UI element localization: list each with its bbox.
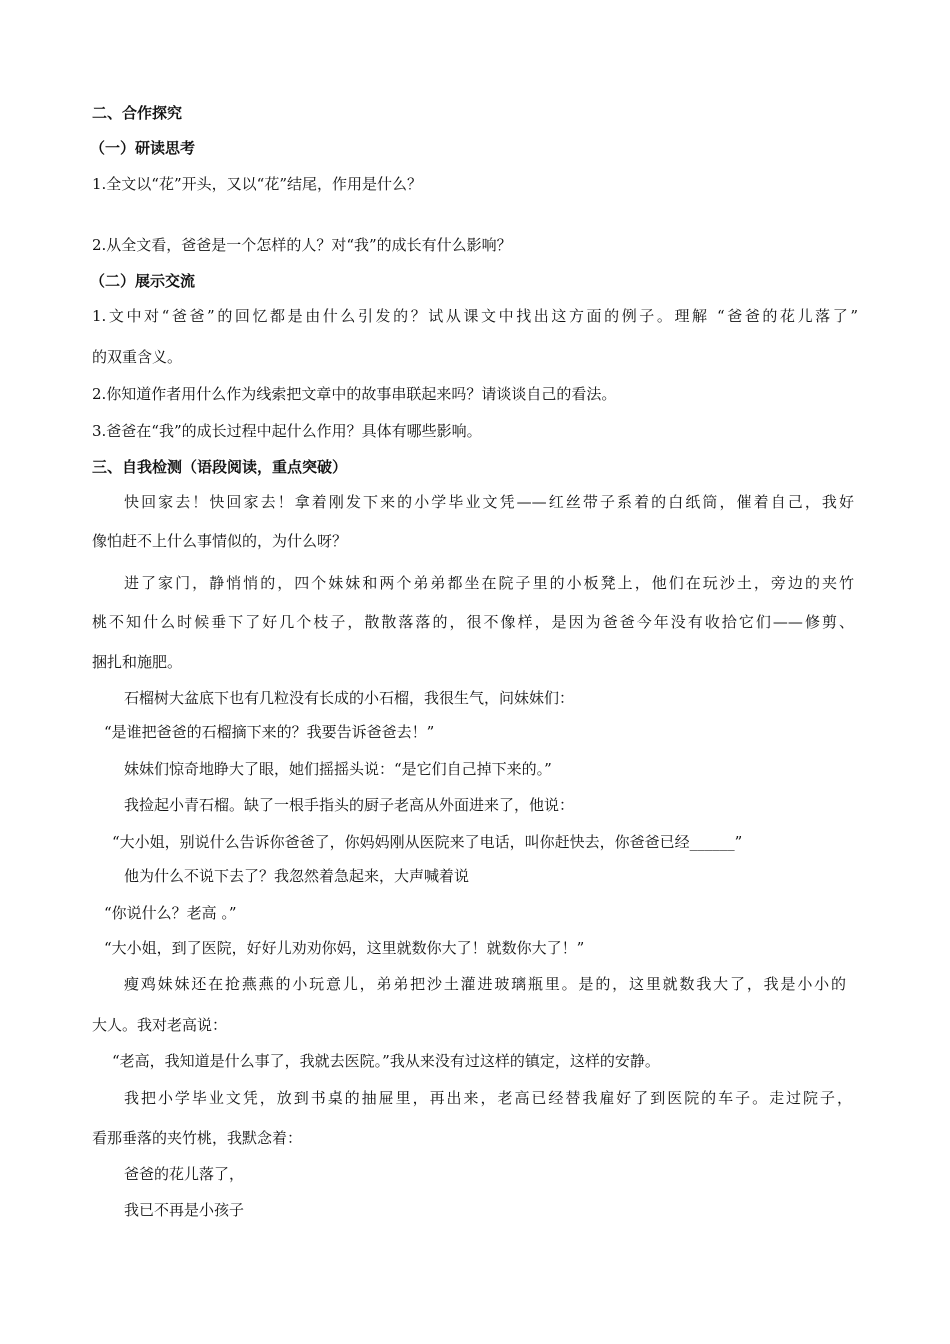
passage-line: 进了家门，静悄悄的，四个妹妹和两个弟弟都坐在院子里的小板凳上，他们在玩沙土，旁边的夹竹 — [124, 574, 854, 592]
subheading-study-think: （一）研读思考 — [90, 139, 196, 157]
passage-line: “大小姐，别说什么告诉你爸爸了，你妈妈刚从医院来了电话，叫你赶快去，你爸爸已经______” — [112, 833, 743, 851]
passage-line: 瘦鸡妹妹还在抢燕燕的小玩意儿，弟弟把沙土灌进玻璃瓶里。是的，这里就数我大了，我是小小的 — [124, 975, 846, 993]
passage-line: 快回家去！快回家去！拿着刚发下来的小学毕业文凭——红丝带子系着的白纸筒，催着自己，我好 — [124, 493, 854, 511]
passage-line: 石榴树大盆底下也有几粒没有长成的小石榴，我很生气，问妹妹们： — [124, 689, 575, 707]
passage-line: 他为什么不说下去了？我忽然着急起来，大声喊着说 — [124, 867, 470, 885]
exchange-question-1-line-1: 1.文中对“爸爸”的回忆都是由什么引发的？试从课文中找出这方面的例子。理解 “爸爸的花儿落了” — [92, 307, 858, 325]
passage-line: 看那垂落的夹竹桃，我默念着： — [92, 1129, 303, 1147]
passage-line: 我已不再是小孩子 — [124, 1201, 245, 1219]
passage-line: 爸爸的花儿落了， — [124, 1165, 245, 1183]
passage-line: 像怕赶不上什么事情似的，为什么呀？ — [92, 532, 348, 550]
section-heading-self-check: 三、自我检测（语段阅读，重点突破） — [92, 458, 348, 476]
passage-line: “大小姐，到了医院，好好儿劝劝你妈，这里就数你大了！就数你大了！” — [104, 939, 585, 957]
exchange-question-1-line-2: 的双重含义。 — [92, 348, 183, 366]
question-1-flower: 1.全文以“花”开头，又以“花”结尾，作用是什么？ — [92, 175, 422, 193]
passage-line: “老高，我知道是什么事了，我就去医院。”我从来没有过这样的镇定，这样的安静。 — [112, 1052, 660, 1070]
exchange-question-3: 3.爸爸在“我”的成长过程中起什么作用？具体有哪些影响。 — [92, 422, 482, 440]
subheading-share-exchange: （二）展示交流 — [90, 272, 196, 290]
passage-line: “是谁把爸爸的石榴摘下来的？我要告诉爸爸去！” — [104, 723, 435, 741]
passage-line: 捆扎和施肥。 — [92, 653, 183, 671]
exchange-question-2: 2.你知道作者用什么作为线索把文章中的故事串联起来吗？请谈谈自己的看法。 — [92, 385, 617, 403]
passage-line: 大人。我对老高说： — [92, 1016, 228, 1034]
passage-line: 我把小学毕业文凭，放到书桌的抽屉里，再出来，老高已经替我雇好了到医院的车子。走过院子， — [124, 1089, 852, 1107]
question-2-father: 2.从全文看，爸爸是一个怎样的人？对“我”的成长有什么影响？ — [92, 236, 512, 254]
passage-line: 桃不知什么时候垂下了好几个枝子，散散落落的，很不像样，是因为爸爸今年没有收拾它们——修剪、 — [92, 613, 854, 631]
section-heading-cooperative-inquiry: 二、合作探究 — [92, 104, 183, 122]
passage-line: 我捡起小青石榴。缺了一根手指头的厨子老高从外面进来了，他说： — [124, 796, 575, 814]
passage-line: “你说什么？老高 。” — [104, 904, 237, 922]
passage-line: 妹妹们惊奇地睁大了眼，她们摇摇头说：“是它们自己掉下来的。” — [124, 760, 552, 778]
